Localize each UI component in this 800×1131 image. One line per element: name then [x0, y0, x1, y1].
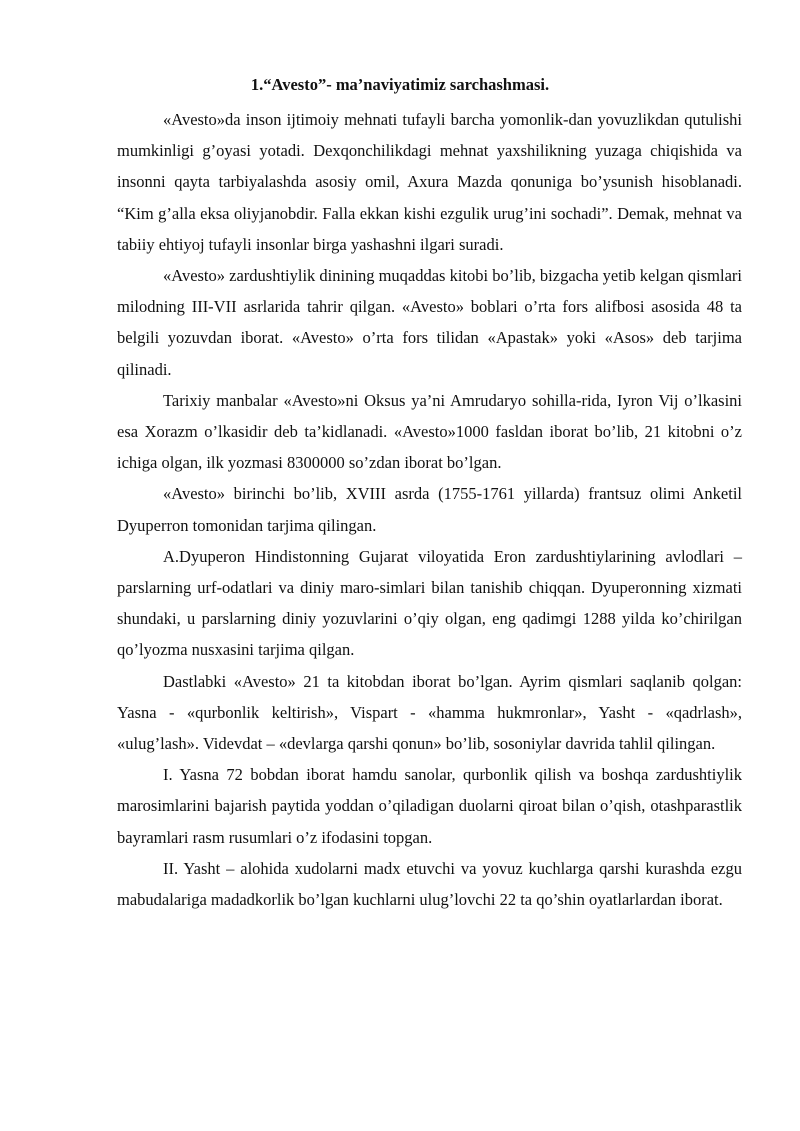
paragraph-original-books: Dastlabki «Avesto» 21 ta kitobdan iborat bo’lgan. Ayrim qismlari saqlanib qolgan: Yasna - «qurbonlik keltirish», Vispart - «hamma hukmronlar», Yasht - «qadrlash», «ulug’lash». Videvdat – «devlarga qarshi qonun» bo’lib, sosoniylar davrida tahlil qilingan.	[117, 671, 742, 754]
paragraph-dyuperon: A.Dyuperon Hindistonning Gujarat viloyatida Eron zardushtiylarining avlodlari – parslarning urf-odatlari va diniy maro-simlari bilan tanishib chiqqan. Dyuperonning xizmati shundaki, u parslarning diniy yozuvlarini o’qiy olgan, eng qadimgi 1288 yilda ko’chirilgan qo’lyozma nusxasini tarjima qilgan.	[117, 546, 742, 660]
paragraph-avesto-labor: «Avesto»da inson ijtimoiy mehnati tufayli barcha yomonlik-dan yovuzlikdan qutulishi mumkinligi g’oyasi yotadi. Dexqonchilikdagi mehnat yaxshilikning yuzaga chiqishida va insonni qayta tarbiyalashda asosiy omil, Axura Mazda qonuniga bo’ysunish hisoblanadi. “Kim g’alla eksa oliyjanobdir. Falla ekkan kishi ezgulik urug’ini sochadi”. Demak, mehnat va tabiiy ehtiyoj tufayli insonlar birga yashashni ilgari suradi.	[117, 110, 742, 254]
document-title: 1.“Avesto”- ma’naviyatimiz sarchashmasi.	[250, 75, 550, 94]
document-body	[117, 104, 742, 915]
paragraph-yasht: II. Yasht – alohida xudolarni madx etuvchi va yovuz kuchlarga qarshi kurashda ezgu mabudalariga madadkorlik bo’lgan kuchlarni ulug’lovchi 22 ta qo’shin oyatlarlardan iborat.	[117, 858, 742, 910]
paragraph-first-translation: «Avesto» birinchi bo’lib, XVIII asrda (1755-1761 yillarda) frantsuz olimi Anketil Dyuperron tomonidan tarjima qilingan.	[117, 484, 742, 535]
paragraph-yasna: I. Yasna 72 bobdan iborat hamdu sanolar, qurbonlik qilish va boshqa zardushtiylik marosimlarini bajarish paytida yoddan o’qiladigan duolarni qiroat bilan o’qish, otashparastlik bayramlari rasm rusumlari o’z ifodasini topgan.	[117, 765, 742, 847]
paragraph-historical-sources: Tarixiy manbalar «Avesto»ni Oksus ya’ni Amrudaryo sohilla-rida, Iyron Vij o’lkasini esa Xorazm o’lkasidir deb ta’kidlanadi. «Avesto»1000 fasldan iborat bo’lib, 21 kitobni o’z ichiga olgan, ilk yozmasi 8300000 so’zdan iborat bo’lgan.	[117, 390, 742, 473]
paragraph-sacred-book: «Avesto» zardushtiylik dinining muqaddas kitobi bo’lib, bizgacha yetib kelgan qismlari milodning III-VII asrlarida tahrir qilgan. «Avesto» boblari o’rta fors alifbosi asosida 48 ta belgili yozuvdan iborat. «Avesto» o’rta fors tilidan «Apastak» yoki «Asos» deb tarjima qilinadi.	[117, 266, 742, 379]
